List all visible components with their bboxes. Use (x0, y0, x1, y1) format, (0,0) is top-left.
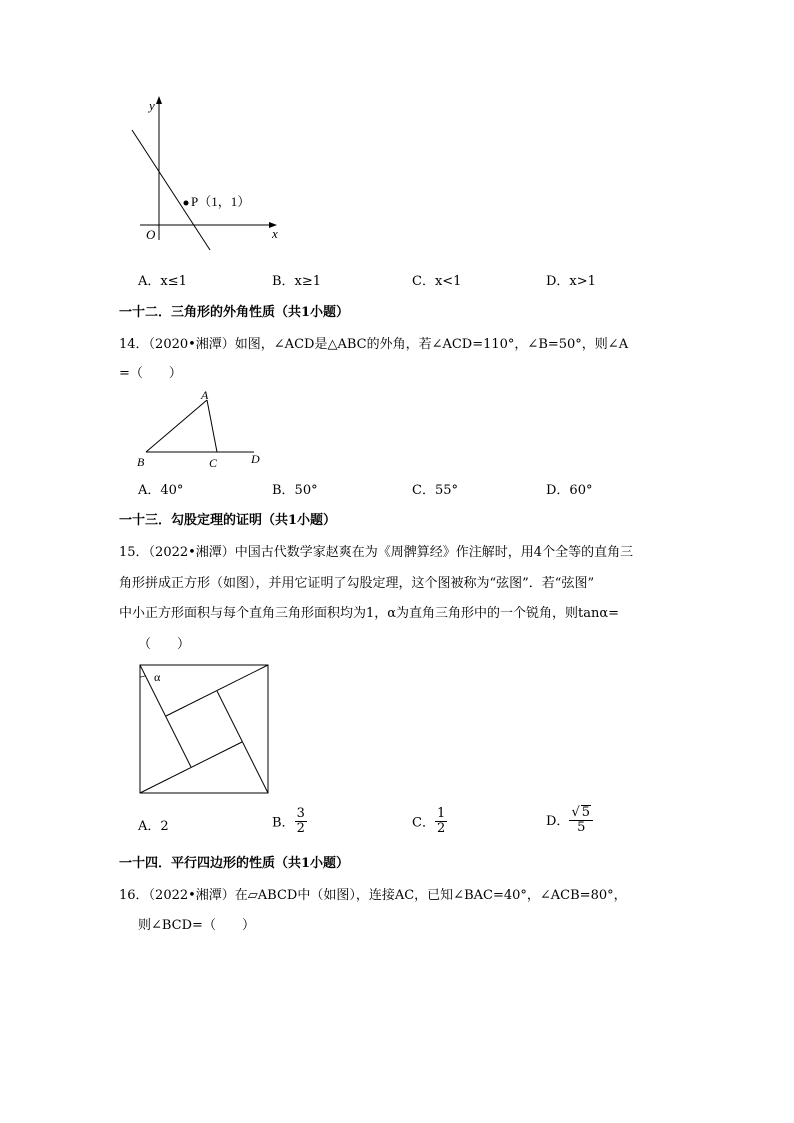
q14-option-d[interactable]: D．60° (546, 483, 593, 498)
triangle-edge-2 (166, 665, 268, 716)
section-heading-exterior-angle: 一十二．三角形的外角性质（共1小题） (119, 305, 350, 320)
q15-option-d[interactable] (546, 805, 593, 834)
vertex-b-label: B (137, 455, 145, 469)
q15-string-figure (136, 661, 272, 797)
q13-option-b[interactable]: B．x≥1 (272, 274, 322, 289)
q13-option-a[interactable]: A．x≤1 (138, 274, 187, 289)
q15-option-b-label: B． (272, 815, 295, 831)
triangle-edge-3 (217, 691, 268, 793)
q16-text-line1: 16．（2022•湘潭）在▱ABCD中（如图），连接AC，已知∠BAC=40°，∠ACB=80°， (119, 888, 627, 903)
q15-text-line3: 中小正方形面积与每个直角三角形面积均为1，α为直角三角形中的一个锐角，则tanα= (119, 606, 620, 621)
q13-coordinate-figure (130, 92, 290, 252)
q15-option-a-value: 2 (160, 819, 169, 834)
q15-option-b-denominator: 2 (296, 820, 305, 836)
q15-option-c-numerator: 1 (436, 806, 446, 821)
q15-option-d-denominator: 5 (577, 819, 586, 835)
y-axis-label: y (149, 98, 155, 113)
x-axis-label: x (272, 226, 278, 241)
q13-option-d[interactable]: D．x>1 (546, 274, 596, 289)
q14-text-line2: =（ ） (119, 366, 182, 381)
q15-option-b-numerator: 3 (296, 806, 305, 821)
section-heading-parallelogram: 一十四．平行四边形的性质（共1小题） (119, 856, 350, 871)
segment-ba (146, 400, 207, 452)
q15-option-d-radicand: 5 (581, 805, 591, 820)
q14-text-line1: 14．（2020•湘潭）如图，∠ACD是△ABC的外角，若∠ACD=110°，∠B=50°，则∠A (119, 337, 629, 352)
origin-label: O (146, 227, 156, 242)
point-p-label: P（1，1） (191, 194, 251, 209)
q15-option-d-label: D． (546, 814, 570, 830)
q15-text-line4: （ ） (138, 637, 191, 652)
q15-option-b[interactable] (272, 807, 307, 835)
q15-option-a-label: A． (138, 819, 161, 834)
q15-option-c-label: C． (412, 815, 435, 831)
vertex-d-label: D (251, 452, 260, 466)
alpha-label: α (154, 670, 161, 684)
q14-option-b[interactable]: B．50° (272, 483, 318, 498)
q15-option-c-denominator: 2 (436, 820, 446, 836)
q15-text-line1: 15．（2022•湘潭）中国古代数学家赵爽在为《周髀算经》作注解时，用4个全等的直角三 (119, 545, 634, 560)
q14-option-c[interactable]: C．55° (412, 483, 458, 498)
q15-option-c[interactable] (412, 807, 447, 835)
section-heading-pythagorean-proof: 一十三．勾股定理的证明（共1小题） (119, 513, 337, 528)
point-p (184, 201, 189, 206)
triangle-edge-4 (140, 742, 242, 793)
segment-ac (207, 400, 217, 452)
q14-triangle-figure (134, 386, 274, 472)
q15-text-line2: 角形拼成正方形（如图），并用它证明了勾股定理，这个图被称为“弦图”．若“弦图” (119, 576, 595, 591)
q13-option-c[interactable]: C．x<1 (412, 274, 462, 289)
function-line (132, 130, 210, 250)
q15-option-d-fraction (569, 805, 593, 834)
q16-text-line2: 则∠BCD=（ ） (138, 918, 255, 933)
q15-option-c-fraction (435, 807, 447, 835)
alpha-arc (140, 676, 145, 677)
vertex-c-label: C (209, 456, 218, 470)
q14-option-a[interactable]: A．40° (138, 483, 184, 498)
q15-option-a[interactable] (138, 815, 169, 834)
vertex-a-label: A (201, 388, 209, 402)
q15-option-d-numerator: √ 5 (569, 805, 593, 821)
triangle-edge-1 (140, 665, 191, 767)
y-axis-arrow (156, 96, 162, 104)
q15-option-b-fraction (295, 807, 307, 835)
outer-square (140, 665, 268, 793)
